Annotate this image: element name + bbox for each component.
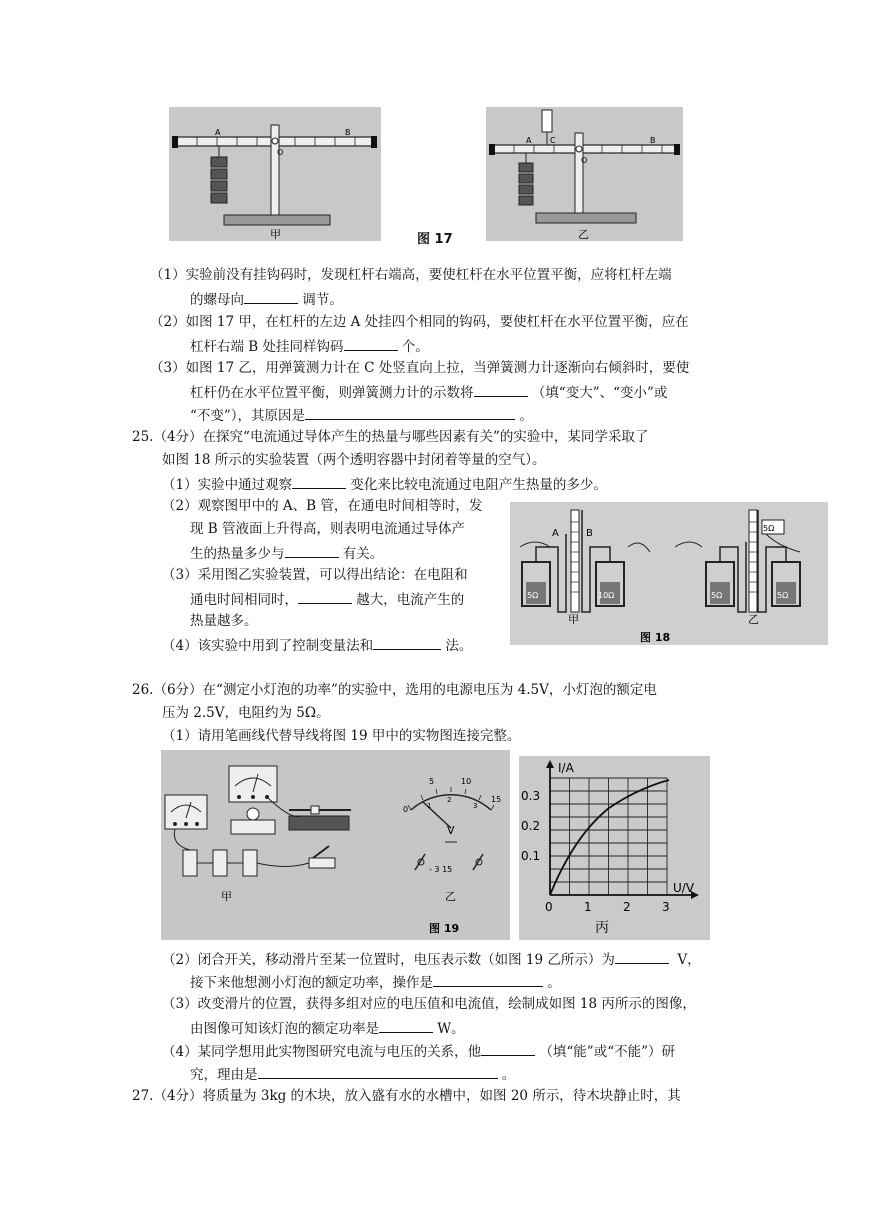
graph-xlabel: U/V [673,881,695,895]
q24-part3-line2: 杠杆仍在水平位置平衡，则弹簧测力计的示数将 （填“变大”、“变小”或 [190,382,667,402]
answer-blank[interactable] [379,1018,433,1033]
q26-part2-line2: 接下来他想测小灯泡的额定功率，操作是 。 [190,972,561,992]
answer-blank[interactable] [298,589,352,604]
q25-line2: 如图 18 所示的实验装置（两个透明容器中封闭着等量的空气）。 [162,452,546,468]
q25-part2-line2: 现 B 管液面上升得高，则表明电流通过导体产 [190,521,466,537]
q25-part2-line3: 生的热量多少与 有关。 [190,543,383,563]
answer-blank[interactable] [292,474,346,489]
graph-ytick-0.3: 0.3 [521,789,541,803]
fig18-r4: 5Ω [777,591,789,600]
q24-part1-line2: 的螺母向 调节。 [190,289,343,309]
q24-part1-line1: （1）实验前没有挂钩码时，发现杠杆右端高，要使杠杆在水平位置平衡，应将杠杆左端 [150,267,672,283]
answer-blank[interactable] [344,336,398,351]
meter-tick-10: 10 [461,777,472,786]
meter-terminals: - 3 15 [429,865,453,874]
fig18-label-b: B [586,528,593,539]
meter-tick-3: 3 [473,802,478,810]
answer-blank[interactable] [433,972,543,987]
answer-blank[interactable] [615,949,669,964]
fig17-yi-label-b: B [650,136,656,145]
fig17-yi-label-c: C [550,136,556,145]
fig18-r2: 10Ω [598,591,615,600]
q26-part3-line1: （3）改变滑片的位置，获得多组对应的电压值和电流值，绘制成如图 18 丙所示的图像， [162,996,696,1012]
fig18-r1: 5Ω [527,591,539,600]
figure-17-jia [169,107,381,241]
fig18-label-a: A [552,528,559,539]
fig19-caption: 图 19 [429,922,460,935]
meter-unit: V [447,824,455,837]
answer-blank[interactable] [474,382,528,397]
q24-part2-line1: （2）如图 17 甲，在杠杆的左边 A 处挂四个相同的钩码，要使杠杆在水平位置平衡，应在 [150,314,689,330]
fig17-jia-label-o: O [277,148,284,157]
q26-part2-line1: （2）闭合开关，移动滑片至某一位置时，电压表示数（如图 19 乙所示）为 V， [162,949,701,969]
figure-17-yi [486,107,683,241]
fig17-jia-label-a: A [215,128,221,137]
q25-part3-line3: 热量越多。 [190,613,258,629]
fig18-r5: 5Ω [763,524,775,533]
answer-blank[interactable] [305,405,515,420]
q25-line1: 25.（4分）在探究“电流通过导体产生的热量与哪些因素有关”的实验中，某同学采取了 [132,429,649,445]
fig17-jia-caption: 甲 [270,228,281,241]
figure-19 [161,750,510,940]
fig18-yi: 乙 [748,613,759,626]
meter-tick-1: 1 [427,802,432,810]
graph-ytick-0.2: 0.2 [521,819,541,833]
q26-part3-line2: 由图像可知该灯泡的额定功率是 W。 [190,1018,465,1038]
q26-part4-line2: 究，理由是 。 [190,1064,515,1084]
fig17-yi-label-a: A [526,136,532,145]
fig19-yi: 乙 [445,890,456,903]
graph-xtick-1: 1 [584,900,592,914]
q25-part1: （1）实验中通过观察 变化来比较电流通过电阻产生热量的多少。 [162,474,607,494]
fig18-jia: 甲 [568,613,579,626]
q26-line1: 26.（6分）在“测定小灯泡的功率”的实验中，选用的电源电压为 4.5V，小灯泡的额定电 [132,682,657,698]
fig17-yi-caption: 乙 [578,228,589,241]
q25-part4: （4）该实验中用到了控制变量法和 法。 [162,635,472,655]
fig19-jia: 甲 [221,890,232,903]
fig18-caption: 图 18 [640,631,671,644]
figure-18 [510,502,828,645]
meter-tick-5: 5 [429,777,435,786]
q24-part3-line1: （3）如图 17 乙，用弹簧测力计在 C 处竖直向上拉，当弹簧测力计逐渐向右倾斜时，要使 [150,360,690,376]
answer-blank[interactable] [258,1064,498,1079]
q25-part3-line2: 通电时间相同时， 越大，电流产生的 [190,589,464,609]
fig17-yi-label-o: O [581,156,588,165]
meter-tick-2: 2 [447,796,452,804]
fig18-r3: 5Ω [711,591,723,600]
q26-part1: （1）请用笔画线代替导线将图 19 甲中的实物图连接完整。 [162,728,521,744]
figure-graph-bing [519,756,710,940]
q24-part2-line2: 杠杆右端 B 处挂同样钩码 个。 [190,336,429,356]
answer-blank[interactable] [373,635,441,650]
q24-part3-line3: “不变”），其原因是 。 [190,405,533,425]
q27-line1: 27.（4分）将质量为 3kg 的木块，放入盛有水的水槽中，如图 20 所示，待木块静止时，其 [132,1088,681,1104]
answer-blank[interactable] [285,543,339,558]
figure-17-caption: 图 17 [417,232,453,247]
graph-xtick-2: 2 [623,900,631,914]
answer-blank[interactable] [244,289,298,304]
q26-part4-line1: （4）某同学想用此实物图研究电流与电压的关系，他 （填“能”或“不能”）研 [162,1041,675,1061]
meter-tick-15: 15 [491,795,502,804]
q25-part3-line1: （3）采用图乙实验装置，可以得出结论：在电阻和 [162,567,468,583]
q26-line2: 压为 2.5V，电阻约为 5Ω。 [162,705,330,721]
graph-ylabel: I/A [558,761,574,775]
graph-label-bing: 丙 [595,920,609,936]
meter-tick-0: 0 [403,805,409,814]
answer-blank[interactable] [481,1041,535,1056]
graph-ytick-0.1: 0.1 [521,849,541,863]
q25-part2-line1: （2）观察图甲中的 A、B 管，在通电时间相等时，发 [162,498,483,514]
fig17-jia-label-b: B [345,128,351,137]
graph-xtick-3: 3 [662,900,670,914]
graph-xtick-0: 0 [545,900,553,914]
